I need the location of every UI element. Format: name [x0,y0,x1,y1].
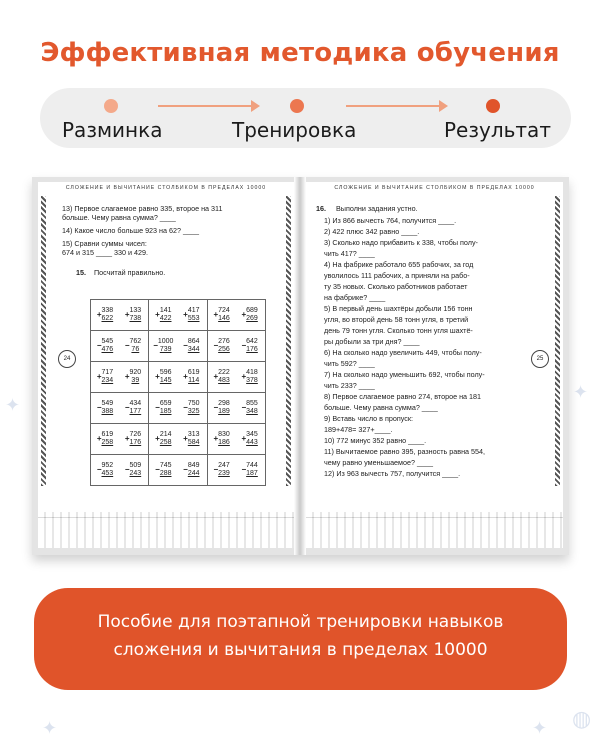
operand-top: 952 [101,461,114,469]
operand-top: 726 [129,430,142,438]
grid-row [91,455,266,486]
grid-cell [91,300,149,331]
operand-top: 313 [187,430,200,438]
operand-top: 762 [129,337,142,345]
column-arithmetic-problem [91,307,119,323]
operand-top: 133 [129,306,142,314]
operand-top: 434 [129,399,142,407]
operand-top: 619 [101,430,114,438]
task-line: чить 233? ____ [324,381,375,390]
operation-sign: − [241,340,247,350]
grid-cell [91,455,149,486]
task-line: чить 417? ____ [324,249,375,258]
task-line: 3) Сколько надо прибавить к 338, чтобы полу- [324,238,478,247]
column-arithmetic-problem [149,369,177,385]
operand-bottom: 114 [188,376,200,384]
column-arithmetic-problem [119,431,147,447]
operand-bottom: 584 [187,438,200,446]
operand-top: 345 [246,430,258,438]
operation-sign: + [155,433,160,443]
operation-sign: − [124,340,130,350]
operation-sign: + [124,371,130,381]
task-line: угля, во второй день 58 тонн угля, в третий [324,315,469,324]
operand-bottom: 258 [159,438,172,446]
operand-bottom: 39 [131,376,140,384]
operation-sign: + [155,371,160,381]
step-dot-2 [290,99,304,113]
column-arithmetic-problem [119,338,147,354]
task-line: 2) 422 плюс 342 равно ____. [324,227,420,236]
column-arithmetic-problem [177,462,205,478]
star-icon: ✦ [42,718,58,738]
operand-top: 659 [159,399,172,407]
operand-bottom: 344 [187,345,200,353]
arrow-right-icon [158,105,258,107]
operation-sign: + [241,433,247,443]
task-line: 189+478= 327+____. [324,425,393,434]
operation-sign: − [183,464,188,474]
grid-cell [149,331,207,362]
page-number: 25 [531,350,549,368]
operation-sign: + [124,433,130,443]
page-header: СЛОЖЕНИЕ И ВЫЧИТАНИЕ СТОЛБИКОМ В ПРЕДЕЛАХ 10000 [65,185,267,191]
column-arithmetic-problem [236,462,264,478]
column-arithmetic-problem [208,369,236,385]
column-arithmetic-problem [177,431,205,447]
task-line: 6) На сколько надо увеличить 449, чтобы полу- [324,348,482,357]
operand-top: 214 [159,430,172,438]
operation-sign: − [183,340,188,350]
task-line: 1) Из 866 вычесть 764, получится ____. [324,216,457,225]
column-arithmetic-problem [177,400,205,416]
grid-cell [207,362,265,393]
column-arithmetic-problem [149,431,177,447]
operation-sign: + [241,371,247,381]
operand-bottom: 243 [129,469,142,477]
grid-cell [207,455,265,486]
operation-sign: − [153,340,158,350]
column-arithmetic-problem [91,369,119,385]
operand-top: 509 [129,461,142,469]
task-line: 10) 772 минус 352 равно ____. [324,436,427,445]
book-page-right [306,182,563,548]
operand-top: 864 [187,337,200,345]
operand-bottom: 453 [101,469,114,477]
rope-border [41,196,46,486]
operation-sign: − [96,402,102,412]
task-line: 9) Вставь число в пропуск: [324,414,414,423]
task-line: 14) Какое число больше 923 на 62? ____ [62,226,199,235]
operand-top: 549 [101,399,114,407]
page-header: СЛОЖЕНИЕ И ВЫЧИТАНИЕ СТОЛБИКОМ В ПРЕДЕЛАХ 10000 [334,185,535,191]
column-arithmetic-problem [119,369,147,385]
task-line: чему равно уменьшаемое? ____ [324,458,433,467]
column-arithmetic-problem [119,462,147,478]
operation-sign: − [241,464,247,474]
operand-bottom: 388 [101,407,114,415]
task-number: 16. [316,204,326,213]
step-label-result: Результат [444,118,551,142]
operand-top: 141 [159,306,172,314]
grid-cell [207,393,265,424]
operand-top: 276 [218,337,230,345]
task-line: день 79 тонн угля. Сколько тонн угля шахтё- [324,326,473,335]
operand-bottom: 176 [129,438,142,446]
task-line: 15) Сравни суммы чисел: [62,239,147,248]
banner-line-1: Пособие для поэтапной тренировки навыков [97,612,504,632]
operation-sign: + [213,371,219,381]
operation-sign: − [213,464,219,474]
task-line: 11) Вычитаемое равно 395, разность равна 554, [324,447,486,456]
column-arithmetic-problem [236,400,264,416]
task-line: 8) Первое слагаемое равно 274, второе на 181 [324,392,482,401]
operation-sign: + [124,309,130,319]
operand-bottom: 483 [218,376,230,384]
operand-top: 724 [218,306,230,314]
column-arithmetic-problem [208,338,236,354]
operand-bottom: 422 [159,314,172,322]
grid-cell [207,424,265,455]
rope-border [286,196,291,486]
operand-bottom: 256 [218,345,230,353]
operation-sign: − [124,402,130,412]
operand-bottom: 553 [187,314,200,322]
operation-sign: − [124,464,130,474]
operand-top: 830 [218,430,230,438]
operand-bottom: 239 [218,469,230,477]
grid-cell [149,300,207,331]
grid-cell [91,393,149,424]
operand-top: 689 [246,306,258,314]
operand-top: 745 [159,461,172,469]
task-number: 15. [76,268,86,277]
operand-bottom: 325 [187,407,200,415]
operand-top: 417 [187,306,200,314]
grid-cell [207,300,265,331]
grid-row [91,424,266,455]
steps-bar [40,88,571,148]
task-title: Выполни задания устно. [336,204,418,213]
grid-cell [149,455,207,486]
sport-doodles [38,512,294,548]
operation-sign: + [96,433,102,443]
operand-bottom: 476 [101,345,114,353]
operand-bottom: 378 [246,376,258,384]
operand-bottom: 622 [101,314,114,322]
column-arithmetic-problem [119,307,147,323]
operand-bottom: 738 [129,314,142,322]
operand-top: 744 [246,461,258,469]
operand-top: 642 [246,337,258,345]
operation-sign: + [213,309,219,319]
column-arithmetic-problem [236,431,264,447]
open-book-image [32,177,569,555]
exercise-grid [90,299,266,486]
operand-bottom: 443 [246,438,258,446]
column-arithmetic-problem [119,400,147,416]
operation-sign: − [213,340,219,350]
task-line: 13) Первое слагаемое равно 335, второе на 311 [62,204,223,213]
operand-bottom: 186 [218,438,230,446]
grid-cell [149,362,207,393]
operation-sign: − [96,340,102,350]
promo-banner [34,588,567,690]
star-icon: ✦ [532,718,548,738]
grid-row [91,300,266,331]
task-line: ту 35 новых. Сколько работников работает [324,282,468,291]
operand-top: 619 [187,368,200,376]
operand-bottom: 234 [101,376,114,384]
operand-bottom: 146 [218,314,230,322]
step-label-warmup: Разминка [62,118,163,142]
task-line: 7) На сколько надо уменьшить 692, чтобы полу- [324,370,485,379]
operation-sign: + [183,371,188,381]
operand-bottom: 76 [131,345,140,353]
task-line: уволилось 111 рабочих, а приняли на рабо- [324,271,470,280]
column-arithmetic-problem [91,431,119,447]
column-arithmetic-problem [208,307,236,323]
column-arithmetic-problem [91,400,119,416]
grid-cell [91,331,149,362]
step-dot-1 [104,99,118,113]
task-line: больше. Чему равна сумма? ____ [62,213,176,222]
operand-bottom: 739 [159,345,172,353]
operation-sign: + [183,309,188,319]
operand-top: 545 [101,337,114,345]
yarn-ball-icon: ◍ [572,706,592,731]
operand-bottom: 177 [129,407,142,415]
column-arithmetic-problem [208,431,236,447]
star-icon: ✦ [573,382,589,402]
operand-top: 222 [218,368,230,376]
operand-top: 855 [246,399,258,407]
operand-top: 418 [246,368,258,376]
column-arithmetic-problem [149,462,177,478]
operand-top: 247 [218,461,230,469]
column-arithmetic-problem [177,338,205,354]
grid-cell [207,331,265,362]
book-spine [294,177,306,555]
operand-top: 717 [101,368,114,376]
operand-top: 920 [129,368,142,376]
operation-sign: − [96,464,102,474]
operation-sign: + [96,371,102,381]
book-page-left [38,182,294,548]
page-title: Эффективная методика обучения [40,38,560,68]
operand-top: 849 [187,461,200,469]
operation-sign: − [183,402,188,412]
operand-bottom: 258 [101,438,114,446]
operation-sign: + [96,309,102,319]
star-icon: ✦ [5,395,21,415]
column-arithmetic-problem [149,307,177,323]
grid-cell [91,424,149,455]
operand-bottom: 176 [246,345,258,353]
task-line: 4) На фабрике работало 655 рабочих, за год [324,260,474,269]
operation-sign: − [155,464,160,474]
grid-row [91,362,266,393]
column-arithmetic-problem [208,462,236,478]
column-arithmetic-problem [208,400,236,416]
task-line: больше. Чему равна сумма? ____ [324,403,438,412]
column-arithmetic-problem [177,307,205,323]
task-line: Посчитай правильно. [94,268,166,277]
operand-bottom: 244 [187,469,200,477]
task-line: 674 и 315 ____ 330 и 429. [62,248,148,257]
task-line: чить 592? ____ [324,359,375,368]
operand-top: 338 [101,306,114,314]
column-arithmetic-problem [149,338,177,354]
column-arithmetic-problem [177,369,205,385]
column-arithmetic-problem [236,338,264,354]
grid-row [91,393,266,424]
operand-bottom: 288 [159,469,172,477]
banner-line-2: сложения и вычитания в пределах 10000 [113,640,488,660]
grid-cell [149,393,207,424]
operation-sign: + [155,309,160,319]
step-dot-3 [486,99,500,113]
operation-sign: + [183,433,188,443]
operation-sign: − [241,402,247,412]
operation-sign: − [213,402,219,412]
column-arithmetic-problem [149,400,177,416]
operand-bottom: 187 [246,469,258,477]
task-line: ры добыли за три дня? ____ [324,337,420,346]
task-line: 12) Из 963 вычесть 757, получится ____. [324,469,461,478]
operand-bottom: 269 [246,314,258,322]
operand-bottom: 348 [246,407,258,415]
grid-row [91,331,266,362]
operand-top: 1000 [157,337,174,345]
sport-doodles [306,512,563,548]
operand-bottom: 185 [159,407,172,415]
task-line: на фабрике? ____ [324,293,386,302]
operand-bottom: 189 [218,407,230,415]
arrow-right-icon [346,105,446,107]
operand-bottom: 145 [159,376,172,384]
operand-top: 298 [218,399,230,407]
column-arithmetic-problem [236,307,264,323]
rope-border [555,196,560,486]
column-arithmetic-problem [91,338,119,354]
step-label-training: Тренировка [232,118,357,142]
operation-sign: + [213,433,219,443]
operand-top: 596 [159,368,172,376]
operation-sign: + [241,309,247,319]
task-line: 5) В первый день шахтёры добыли 156 тонн [324,304,473,313]
operand-top: 750 [187,399,200,407]
grid-cell [149,424,207,455]
page-number: 24 [58,350,76,368]
grid-cell [91,362,149,393]
operation-sign: − [155,402,160,412]
column-arithmetic-problem [236,369,264,385]
column-arithmetic-problem [91,462,119,478]
